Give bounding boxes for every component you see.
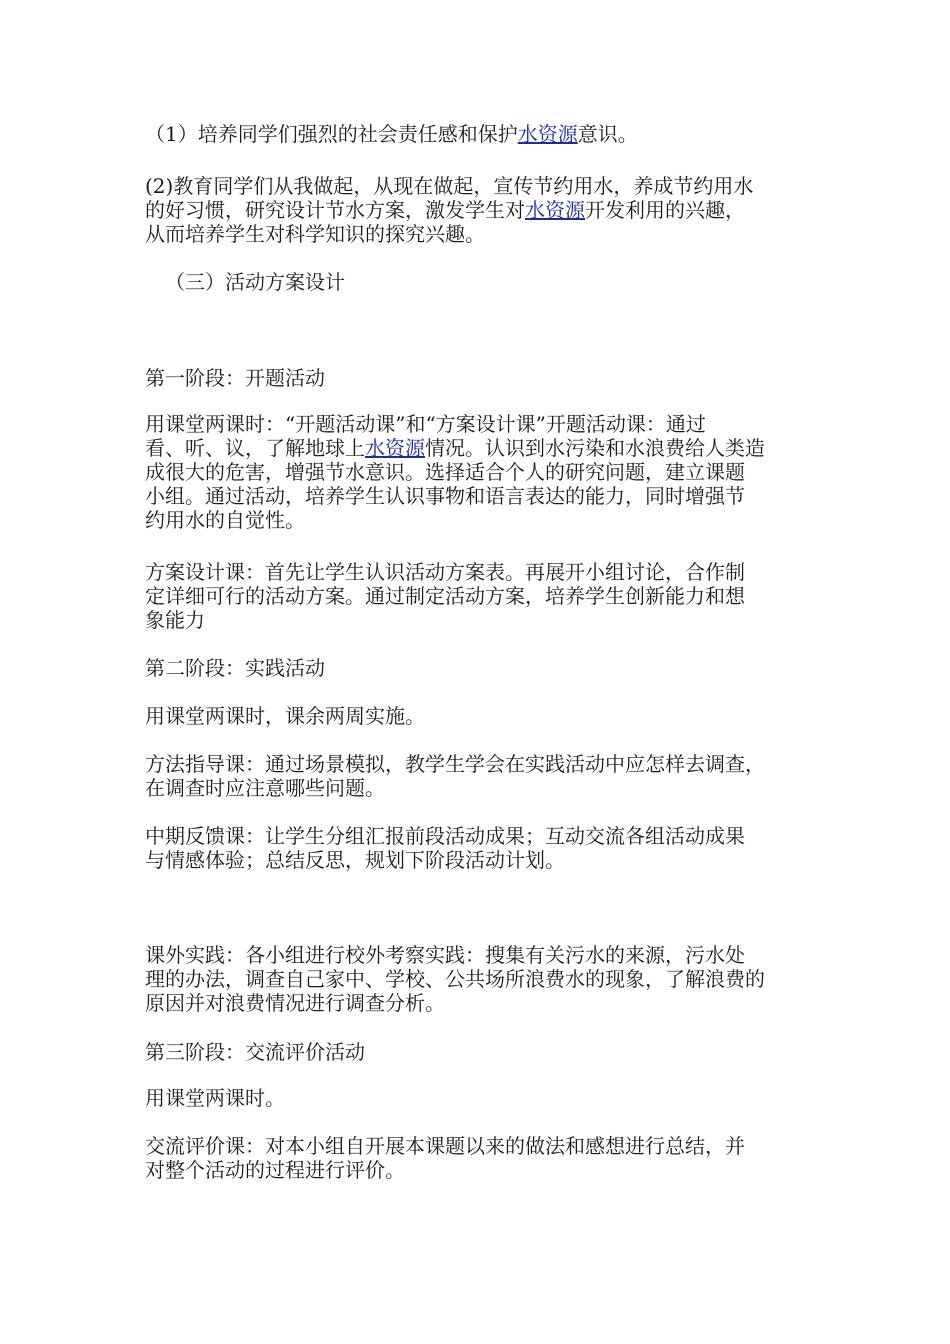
- objective-1: [145, 122, 825, 146]
- stage-3-paragraph-2: 交流评价课：对本小组自开展本课题以来的做法和感想进行总结，并 对整个活动的过程进行评价。: [145, 1134, 745, 1182]
- water-resources-link[interactable]: 水资源: [517, 122, 578, 146]
- stage-2-paragraph-2: 方法指导课：通过场景模拟，教学生学会在实践活动中应怎样去调查， 在调查时应注意哪些问题。: [145, 752, 765, 800]
- stage-1-heading: 第一阶段：开题活动: [145, 366, 325, 390]
- stage-3-heading: 第三阶段：交流评价活动: [145, 1040, 365, 1064]
- stage-2-paragraph-4: 课外实践：各小组进行校外考察实践：搜集有关污水的来源，污水处 理的办法，调查自己家中、学校、公共场所浪费水的现象，了解浪费的 原因并对浪费情况进行调查分析。: [145, 943, 765, 1015]
- stage-2-heading: 第二阶段：实践活动: [145, 656, 325, 680]
- objective-2: [145, 174, 825, 246]
- objective-2-line-2-tail: 开发利用的兴趣，: [585, 198, 745, 222]
- objective-1-text: （1）培养同学们强烈的社会责任感和保护: [145, 122, 518, 146]
- objective-2-line-2: 的好习惯，研究设计节水方案，激发学生对: [145, 198, 525, 222]
- objective-2-line-1: (2)教育同学们从我做起，从现在做起，宣传节约用水，养成节约用水: [145, 174, 754, 198]
- stage-1-paragraph-1: 用课堂两课时：“开题活动课”和“方案设计课”开题活动课：通过 看、听、议，了解地球上水资源情况。认识到水污染和水浪费给人类造 成很大的危害，增强节水意识。选择适合个人的研究问题，建立课题 小组。通过活动，培养学生认识事物和语言表达的能力，同时增强节 约用水的自觉性。: [145, 412, 765, 532]
- stage-3-paragraph-1: 用课堂两课时。: [145, 1086, 285, 1110]
- objective-1-tail: 意识。: [577, 122, 638, 146]
- stage-2-paragraph-1: 用课堂两课时，课余两周实施。: [145, 704, 425, 728]
- objective-2-line-3: 从而培养学生对科学知识的探究兴趣。: [145, 222, 485, 246]
- water-resources-link[interactable]: 水资源: [525, 198, 585, 222]
- section-heading: （三）活动方案设计: [165, 270, 345, 294]
- stage-1-paragraph-2: 方案设计课：首先让学生认识活动方案表。再展开小组讨论，合作制 定详细可行的活动方案。通过制定活动方案，培养学生创新能力和想 象能力: [145, 560, 745, 632]
- stage-2-paragraph-3: 中期反馈课：让学生分组汇报前段活动成果；互动交流各组活动成果 与情感体验；总结反思，规划下阶段活动计划。: [145, 824, 745, 872]
- water-resources-link[interactable]: 水资源: [365, 436, 425, 460]
